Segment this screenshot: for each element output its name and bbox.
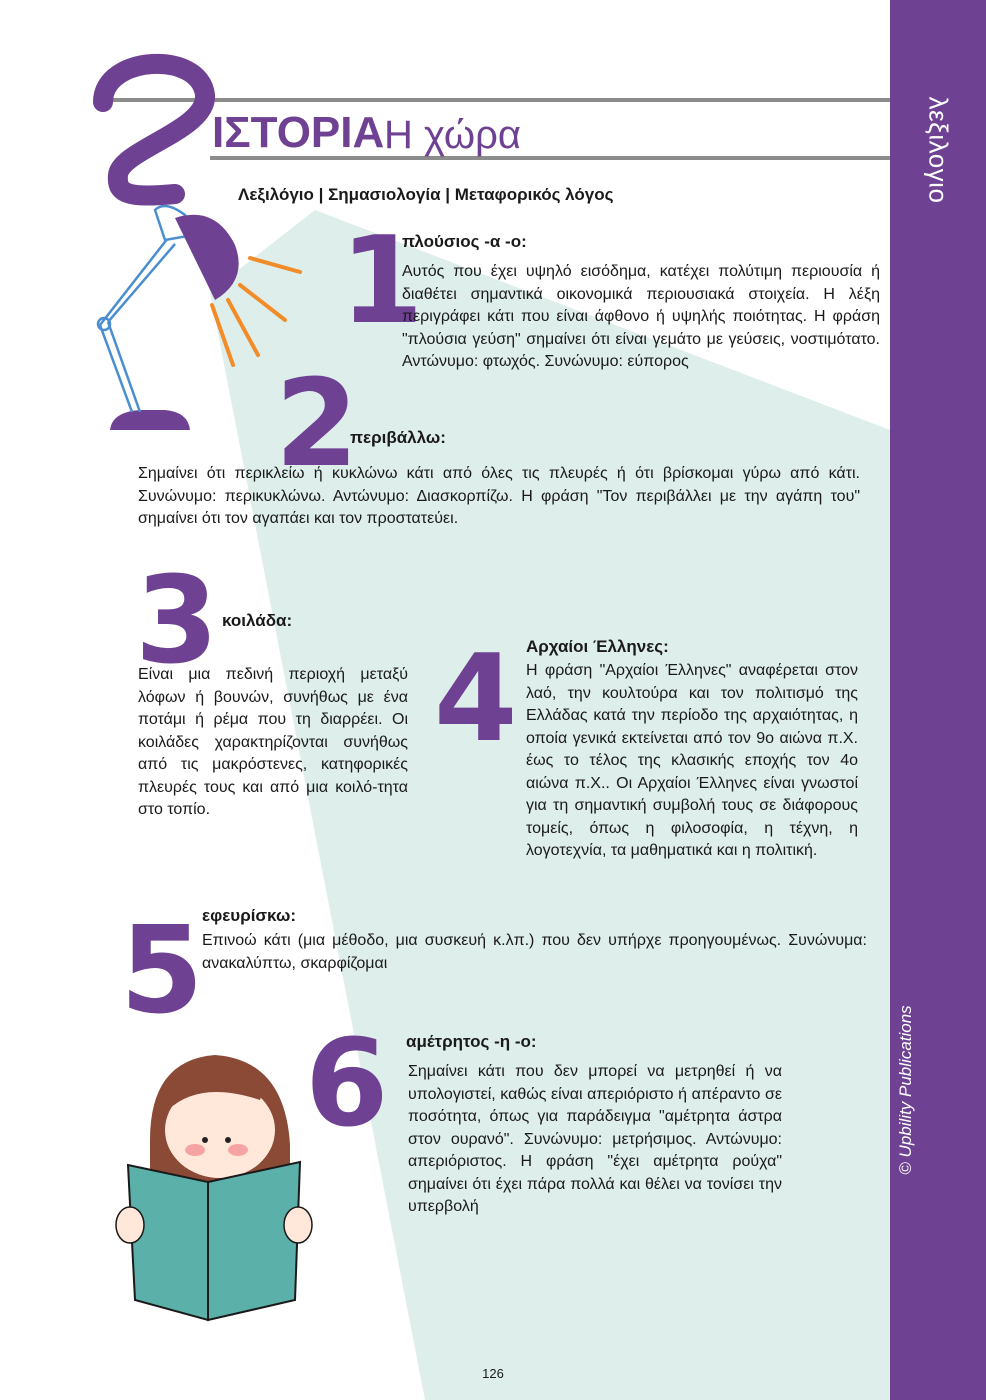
page-tagline: Λεξιλόγιο | Σημασιολογία | Μεταφορικός λόγος — [238, 185, 614, 204]
entry-number: 5 — [120, 902, 204, 1041]
entry-definition: Σημαίνει ότι περικλείω ή κυκλώνω κάτι από όλες τις πλευρές ή ότι βρίσκομαι γύρω από κάτι. Συνώνυμο: περικυκλώνω. Αντώνυμο: Διασκορπίζω. Η φράση "Τον περιβάλλει με την αγάπη του" σημαίνει ότι τον αγαπάει και τον προστατεύει. — [138, 465, 860, 527]
entry-number: 1 — [340, 212, 424, 351]
page-subtitle: Η χώρα — [384, 113, 522, 157]
entry-number: 2 — [275, 355, 359, 494]
entry-term: κοιλάδα: — [222, 611, 293, 630]
entry-definition: Είναι μια πεδινή περιοχή μεταξύ λόφων ή βουνών, συνήθως με ένα ποτάμι ή ρέμα που τη διαρρέει. Οι κοιλάδες χαρακτηρίζονται συνήθως από τις μακρόστενες, κατηφορικές πλευρές τους και από μια κοιλό-τητα στο τοπίο. — [138, 666, 408, 818]
entry-definition: Η φράση "Αρχαίοι Έλληνες" αναφέρεται στον λαό, την κουλτούρα και τον πολιτισμό της Ελλάδας κατά την περίοδο της αρχαιότητας, η οποία γενικά εκτείνεται από τον 9ο αιώνα π.Χ. έως το τέλος της κλασικής εποχής τον 4ο αιώνα π.Χ.. Οι Αρχαίοι Έλληνες είναι γνωστοί για τη σημαντική συμβολή τους σε διάφορους τομείς, όπως η φιλοσοφία, η τέχνη, η λογοτεχνία, τα μαθηματικά και η πολιτική. — [526, 662, 858, 859]
entry-definition: Αυτός που έχει υψηλό εισόδημα, κατέχει πολύτιμη περιουσία ή διαθέτει σημαντικά οικονομικά περιουσιακά στοιχεία. Η λέξη περιγράφει κάτι που είναι άφθονο ή υψηλής ποιότητας. Η φράση "πλούσια γεύση" σημαίνει ότι είναι γεμάτο με γεύσεις, νοστιμότατο. Αντώνυμο: φτωχός. Συνώνυμο: εύπορος — [402, 263, 880, 370]
page-title: ΙΣΤΟΡΙΑ — [212, 108, 385, 157]
desk-lamp-icon — [98, 206, 300, 430]
entry-term: Αρχαίοι Έλληνες: — [526, 637, 669, 656]
entry-term: περιβάλλω: — [350, 428, 446, 447]
sidebar-label: λεξιλογιο — [923, 96, 954, 204]
sigma-letter-icon — [103, 64, 205, 196]
entry-term: εφευρίσκω: — [202, 906, 296, 925]
entry-definition: Επινοώ κάτι (μια μέθοδο, μια συσκευή κ.λπ.) που δεν υπήρχε προηγουμένως. Συνώνυμα: ανακαλύπτω, σκαρφίζομαι — [202, 932, 867, 972]
copyright-notice: © Upbility Publications — [896, 1005, 915, 1175]
entry-term: πλούσιος -α -ο: — [402, 232, 527, 251]
entry-definition: Σημαίνει κάτι που δεν μπορεί να μετρηθεί ή να υπολογιστεί, καθώς είναι απεριόριστο ή απέραντο σε ποσότητα, όπως για παράδειγμα "αμέτρητα άστρα στον ουρανό". Συνώνυμο: μετρήσιμος. Αντώνυμο: απεριόριστος. Η φράση "έχει αμέτρητα ρούχα" σημαίνει ότι έχει πάρα πολλά και θέλει να τονίσει την υπερβολή — [408, 1063, 782, 1215]
page-number: 126 — [482, 1366, 504, 1381]
entry-number: 4 — [434, 630, 518, 769]
entry-number: 6 — [305, 1015, 389, 1154]
entry-number: 3 — [135, 552, 219, 691]
girl-reading-book-icon — [116, 1055, 312, 1320]
entry-term: αμέτρητος -η -ο: — [406, 1032, 537, 1051]
